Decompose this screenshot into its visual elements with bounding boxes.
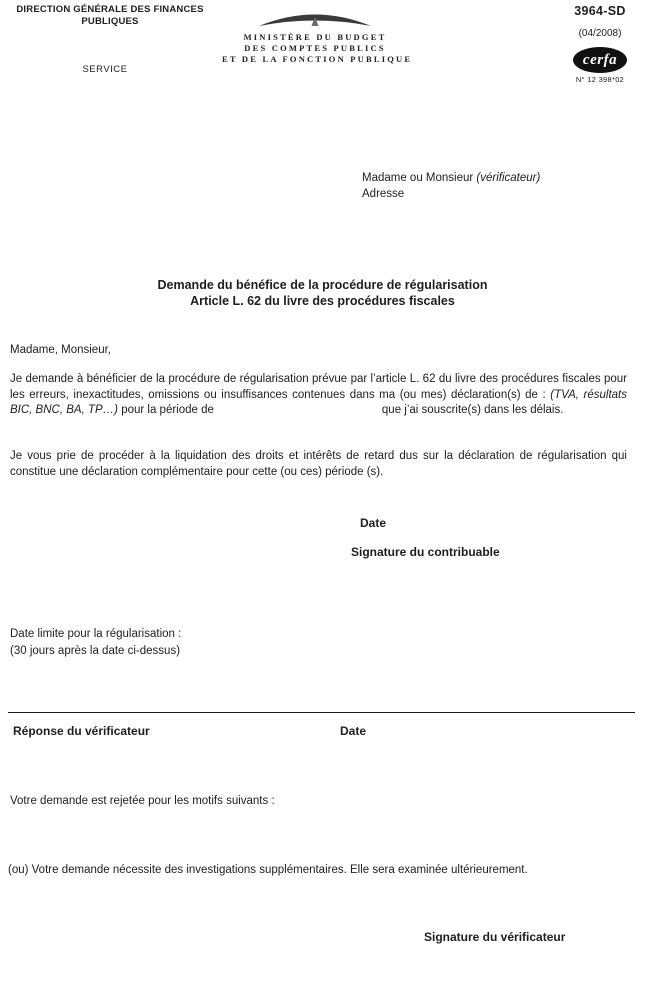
- authority-line1: DIRECTION GÉNÉRALE DES FINANCES: [16, 4, 204, 15]
- service-label: SERVICE: [82, 64, 128, 75]
- ministry-arc-emblem-icon: [255, 6, 375, 30]
- title-line1: Demande du bénéfice de la procédure de régularisation: [157, 278, 488, 292]
- form-number: 3964-SD: [574, 4, 626, 18]
- taxpayer-signature-label: Signature du contribuable: [351, 545, 500, 559]
- verifier-date-label: Date: [340, 724, 367, 738]
- rejection-reason-text: Votre demande est rejetée pour les motifs suivants :: [10, 795, 275, 807]
- recipient-address: Adresse: [362, 188, 405, 200]
- salutation: Madame, Monsieur,: [10, 344, 111, 356]
- p1-text-1: Je demande à bénéficier de la procédure de régularisation prévue par l’article L. 62 du livre des procédures fiscales pour les erreurs, inexactitudes, omissions ou insuffisances contenues dans ma (ou mes) déclaration(s) de :: [10, 373, 627, 401]
- p1-tax-types: (TVA, résultats BIC, BNC, BA, TP…): [10, 388, 627, 416]
- deadline-line1: Date limite pour la régularisation :: [10, 628, 182, 640]
- p1-text-2: pour la période de: [118, 404, 214, 416]
- form-identification: [558, 4, 642, 84]
- further-investigation-text: (ou) Votre demande nécessite des investigations supplémentaires. Elle sera examinée ultérieurement.: [8, 864, 528, 876]
- paragraph-request: [10, 372, 627, 419]
- section-divider: [8, 712, 635, 713]
- ministry-block: [222, 6, 413, 65]
- deadline-note: [10, 626, 181, 660]
- recipient-line1: [362, 170, 540, 186]
- form-version: (04/2008): [578, 28, 622, 39]
- cerfa-number: N° 12 398*02: [575, 75, 625, 84]
- ministry-line2: DES COMPTES PUBLICS: [244, 43, 386, 53]
- ministry-line3: ET DE LA FONCTION PUBLIQUE: [222, 54, 413, 64]
- cerfa-logo-label: cerfa: [582, 51, 618, 68]
- paragraph-liquidation: Je vous prie de procéder à la liquidation des droits et intérêts de retard dus sur la déclaration de régularisation qui constitue une déclaration complémentaire pour cette (ou ces) période (s).: [10, 450, 627, 478]
- recipient-block: [362, 170, 540, 202]
- recipient-role: (vérificateur): [476, 172, 541, 184]
- verifier-signature-label: Signature du vérificateur: [424, 930, 566, 944]
- issuing-authority: [4, 4, 216, 28]
- authority-line2: PUBLIQUES: [81, 16, 139, 27]
- title-line2: Article L. 62 du livre des procédures fiscales: [190, 294, 455, 308]
- deadline-line2: (30 jours après la date ci-dessus): [10, 645, 181, 657]
- recipient-salutation: Madame ou Monsieur: [362, 172, 477, 184]
- verifier-response-title: Réponse du vérificateur: [13, 724, 150, 738]
- document-title: [0, 277, 645, 309]
- date-label: Date: [360, 516, 387, 530]
- p1-text-3: que j’ai souscrite(s) dans les délais.: [381, 404, 564, 416]
- ministry-line1: MINISTÈRE DU BUDGET: [243, 32, 387, 42]
- cerfa-logo-icon: [573, 47, 627, 73]
